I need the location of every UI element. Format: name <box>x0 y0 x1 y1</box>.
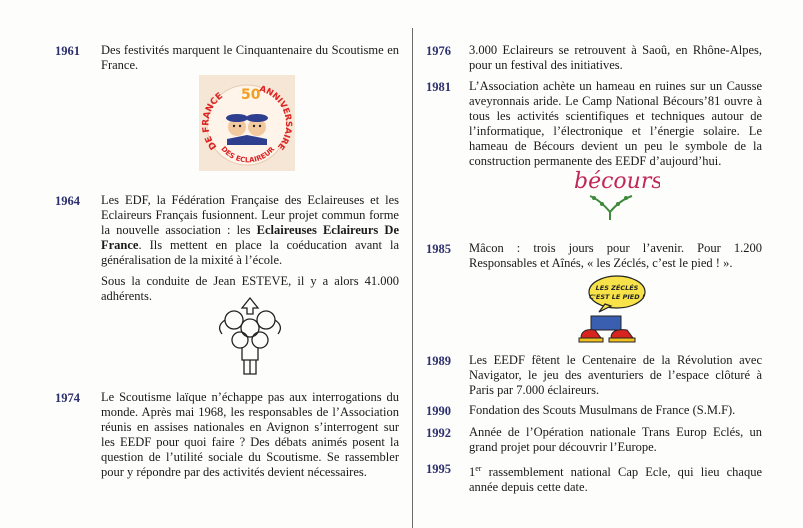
becours-logo-text: bécours <box>574 169 660 194</box>
entry-1964 <box>101 193 399 310</box>
entry-1964-association-name: Eclaireuses Eclaireurs De France <box>101 223 400 252</box>
year-1961: 1961 <box>55 44 80 58</box>
entry-1964-paragraph-1 <box>101 193 399 268</box>
entry-1985-text: Mâcon : trois jours pour l’avenir. Pour 1.200 Responsables et Aînés, « les Zéclés, c’est le pied ! ». <box>469 241 762 270</box>
column-divider <box>412 28 413 528</box>
entry-1974 <box>101 390 399 486</box>
entry-1981 <box>469 79 762 175</box>
badge-number: 50 <box>241 87 261 103</box>
year-1981: 1981 <box>426 80 451 94</box>
eedf-emblem-image <box>212 296 288 381</box>
entry-1964-text-a: Les EDF, la Fédération Française des Eclaireuses et les Eclaireurs Français fusionnent. Leur projet commun forme la nouvelle association : les <box>101 193 399 237</box>
entry-1964-paragraph-2: Sous la conduite de Jean ESTEVE, il y a alors 41.000 adhérents. <box>101 274 399 303</box>
entry-1995-text <box>469 461 762 495</box>
badge-text-left: DE FRANCE <box>201 91 225 152</box>
year-1990: 1990 <box>426 404 451 418</box>
zecles-cartoon-image <box>577 272 647 349</box>
entry-1974-text: Le Scoutisme laïque n’échappe pas aux interrogations du monde. Après mai 1968, les responsables de l’Association réunis en assises nationales en Avignon s’interrogent sur les EEDF pour quoi faire ? Des débats animés posent la question de l’utilité sociale du Scoutisme. Se rassembler pour y répondre par des activités devient nécessaires. <box>101 390 399 479</box>
year-1995: 1995 <box>426 462 451 476</box>
entry-1995 <box>469 461 762 501</box>
entry-1995-ordinal: 1 <box>469 465 476 480</box>
entry-1964-text-b: . Ils mettent en place la coéducation avant la généralisation de la mixité à l’école. <box>101 238 399 267</box>
entry-1989 <box>469 353 762 404</box>
year-1976: 1976 <box>426 44 451 58</box>
entry-1992-text: Année de l’Opération nationale Trans Europ Eclés, un grand projet pour découvrir l’Europe. <box>469 425 762 454</box>
year-1964: 1964 <box>55 194 80 208</box>
entry-1990-text: Fondation des Scouts Musulmans de France (S.M.F). <box>469 403 736 417</box>
entry-1976 <box>469 43 762 79</box>
badge-text-bottom: DES ECLAIREUR <box>219 144 277 165</box>
bubble-line-1: LES ZÉCLÉS <box>595 284 639 292</box>
badge-text-right: ANNIVERSAIRE <box>258 84 294 152</box>
year-1989: 1989 <box>426 354 451 368</box>
entry-1961-text: Des festivités marquent le Cinquantenaire du Scoutisme en France. <box>101 43 399 72</box>
bubble-line-2: C'EST LE PIED ! <box>589 293 645 301</box>
year-1992: 1992 <box>426 426 451 440</box>
entry-1995-body: rassemblement national Cap Ecle, qui lieu chaque année depuis cette date. <box>469 465 762 495</box>
entry-1992 <box>469 425 762 461</box>
entry-1976-text: 3.000 Eclaireurs se retrouvent à Saoû, en Rhône-Alpes, pour un festival des initiatives. <box>469 43 762 72</box>
entry-1989-text: Les EEDF fêtent le Centenaire de la Révolution avec Navigator, le jeu des aventuriers de l’espace clôturé à Paris par 7.000 éclaireurs. <box>469 353 762 397</box>
anniversary-badge-image <box>199 75 295 176</box>
entry-1995-ordinal-suffix: er <box>475 464 482 473</box>
entry-1990 <box>469 403 762 424</box>
becours-logo-image <box>570 166 660 227</box>
entry-1961 <box>101 43 399 79</box>
year-1974: 1974 <box>55 391 80 405</box>
entry-1981-text: L’Association achète un hameau en ruines sur un Causse aveyronnais aride. Le Camp National Bécours’81 ouvre à tous les activités scientifiques et techniques autour de l’informatique, l’électronique et l’énergie solaire. Le hameau de Bécours devient un peu le symbole de la construction permanente des EEDF d’aujourd’hui. <box>469 79 762 168</box>
year-1985: 1985 <box>426 242 451 256</box>
